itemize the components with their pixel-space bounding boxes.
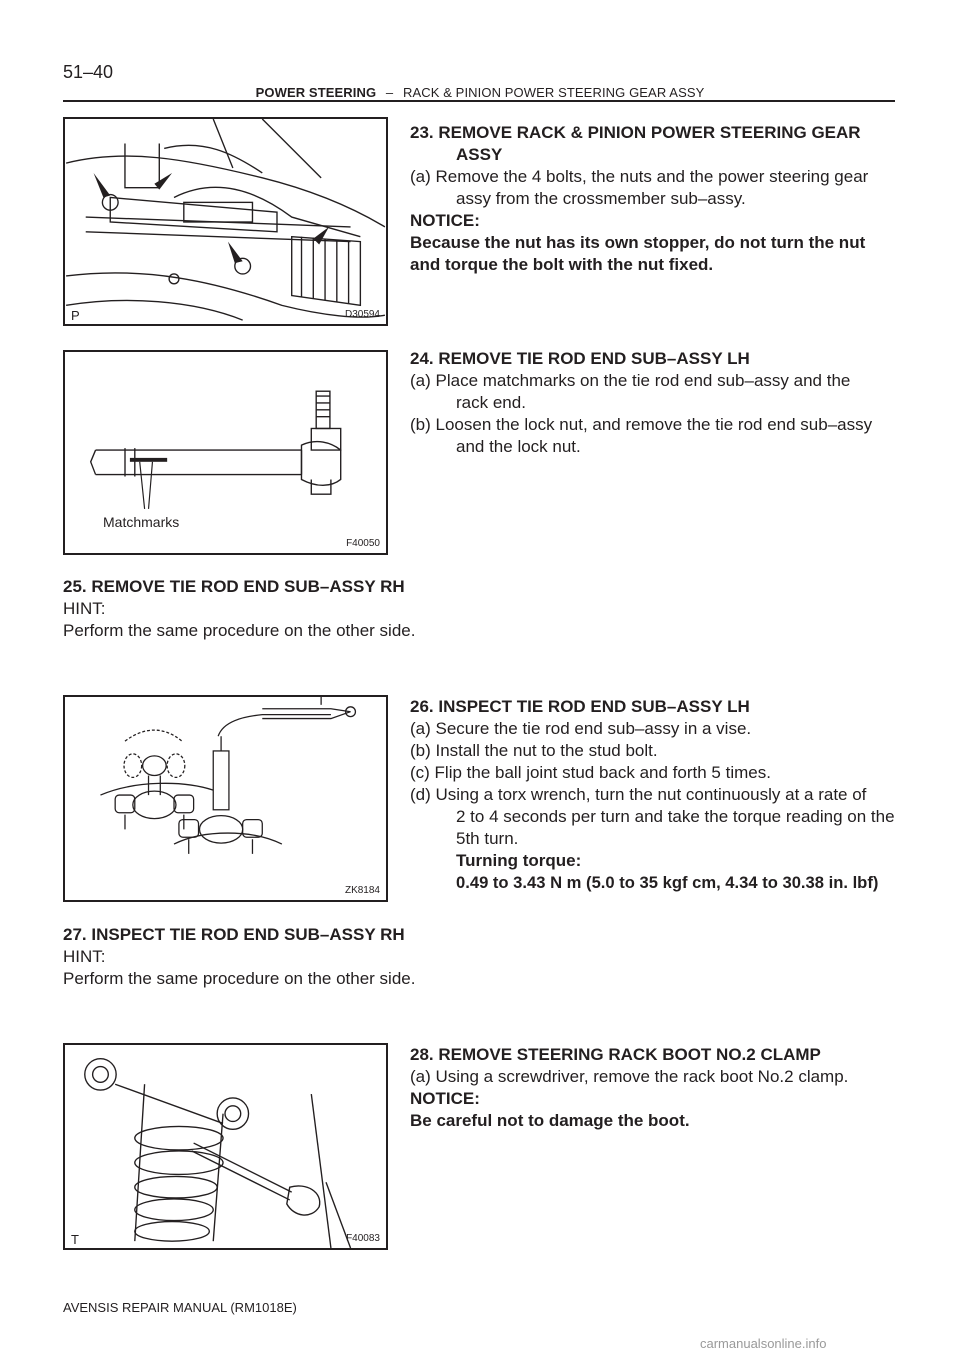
step-25-title: 25. REMOVE TIE ROD END SUB–ASSY RH [63, 577, 405, 596]
step-27-hint: Perform the same procedure on the other side. [63, 969, 416, 988]
figure-rack-pinion-removal [63, 117, 388, 326]
step-27-hint-label: HINT: [63, 947, 106, 966]
step-26-d: (d) Using a torx wrench, turn the nut continuously at a rate of 2 to 4 seconds per turn and take the torque reading on the 5th turn. [410, 785, 895, 848]
step-28-title: 28. REMOVE STEERING RACK BOOT NO.2 CLAMP [410, 1045, 821, 1064]
boot-clamp-illustration [65, 1045, 386, 1248]
manual-footer: AVENSIS REPAIR MANUAL (RM1018E) [63, 1300, 297, 1315]
page-number: 51–40 [63, 62, 114, 82]
figure-id: F40050 [346, 538, 380, 549]
step-25-hint-label: HINT: [63, 599, 106, 618]
figure-corner-mark: T [71, 1232, 79, 1247]
step-25-hint: Perform the same procedure on the other side. [63, 621, 416, 640]
step-27-title: 27. INSPECT TIE ROD END SUB–ASSY RH [63, 925, 405, 944]
step-24-b: (b) Loosen the lock nut, and remove the tie rod end sub–assy and the lock nut. [410, 415, 873, 456]
header-separator: – [385, 85, 394, 100]
figure-tie-rod-matchmarks [63, 350, 388, 555]
step-24-title: 24. REMOVE TIE ROD END SUB–ASSY LH [410, 349, 750, 368]
watermark: carmanualsonline.info [700, 1336, 827, 1351]
step-26-torque-value: 0.49 to 3.43 N m (5.0 to 35 kgf cm, 4.34 to 30.38 in. lbf) [456, 873, 879, 892]
step-26-b: (b) Install the nut to the stud bolt. [410, 741, 658, 760]
figure-id: F40083 [346, 1233, 380, 1244]
step-28-notice: Be careful not to damage the boot. [410, 1111, 690, 1130]
step-28-a: (a) Using a screwdriver, remove the rack boot No.2 clamp. [410, 1067, 849, 1086]
figure-id: ZK8184 [344, 885, 380, 896]
step-23-a: (a) Remove the 4 bolts, the nuts and the power steering gear assy from the crossmember sub–assy. [410, 167, 869, 208]
figure-tie-rod-inspection [63, 695, 388, 902]
step-24-a: (a) Place matchmarks on the tie rod end sub–assy and the rack end. [410, 371, 851, 412]
step-28-notice-label: NOTICE: [410, 1089, 480, 1108]
subsection-title: RACK & PINION POWER STEERING GEAR ASSY [402, 85, 705, 100]
rack-pinion-illustration [65, 119, 386, 324]
figure-boot-clamp-removal [63, 1043, 388, 1250]
section-title: POWER STEERING [255, 85, 377, 100]
matchmarks-label: Matchmarks [103, 514, 180, 530]
tie-rod-inspection-illustration [65, 697, 386, 900]
step-26-c: (c) Flip the ball joint stud back and forth 5 times. [410, 763, 771, 782]
step-26-a: (a) Secure the tie rod end sub–assy in a vise. [410, 719, 752, 738]
step-26-torque-label: Turning torque: [456, 851, 582, 870]
page-header [0, 85, 960, 100]
figure-id: D30594 [344, 309, 380, 320]
figure-corner-mark: P [71, 308, 80, 323]
header-rule [63, 100, 895, 102]
step-26-title: 26. INSPECT TIE ROD END SUB–ASSY LH [410, 697, 750, 716]
step-23-notice: NOTICE: Because the nut has its own stopper, do not turn the nut and torque the bolt with the nut fixed. [410, 211, 866, 274]
step-23-title: 23. REMOVE RACK & PINION POWER STEERING GEAR ASSY [410, 123, 861, 164]
